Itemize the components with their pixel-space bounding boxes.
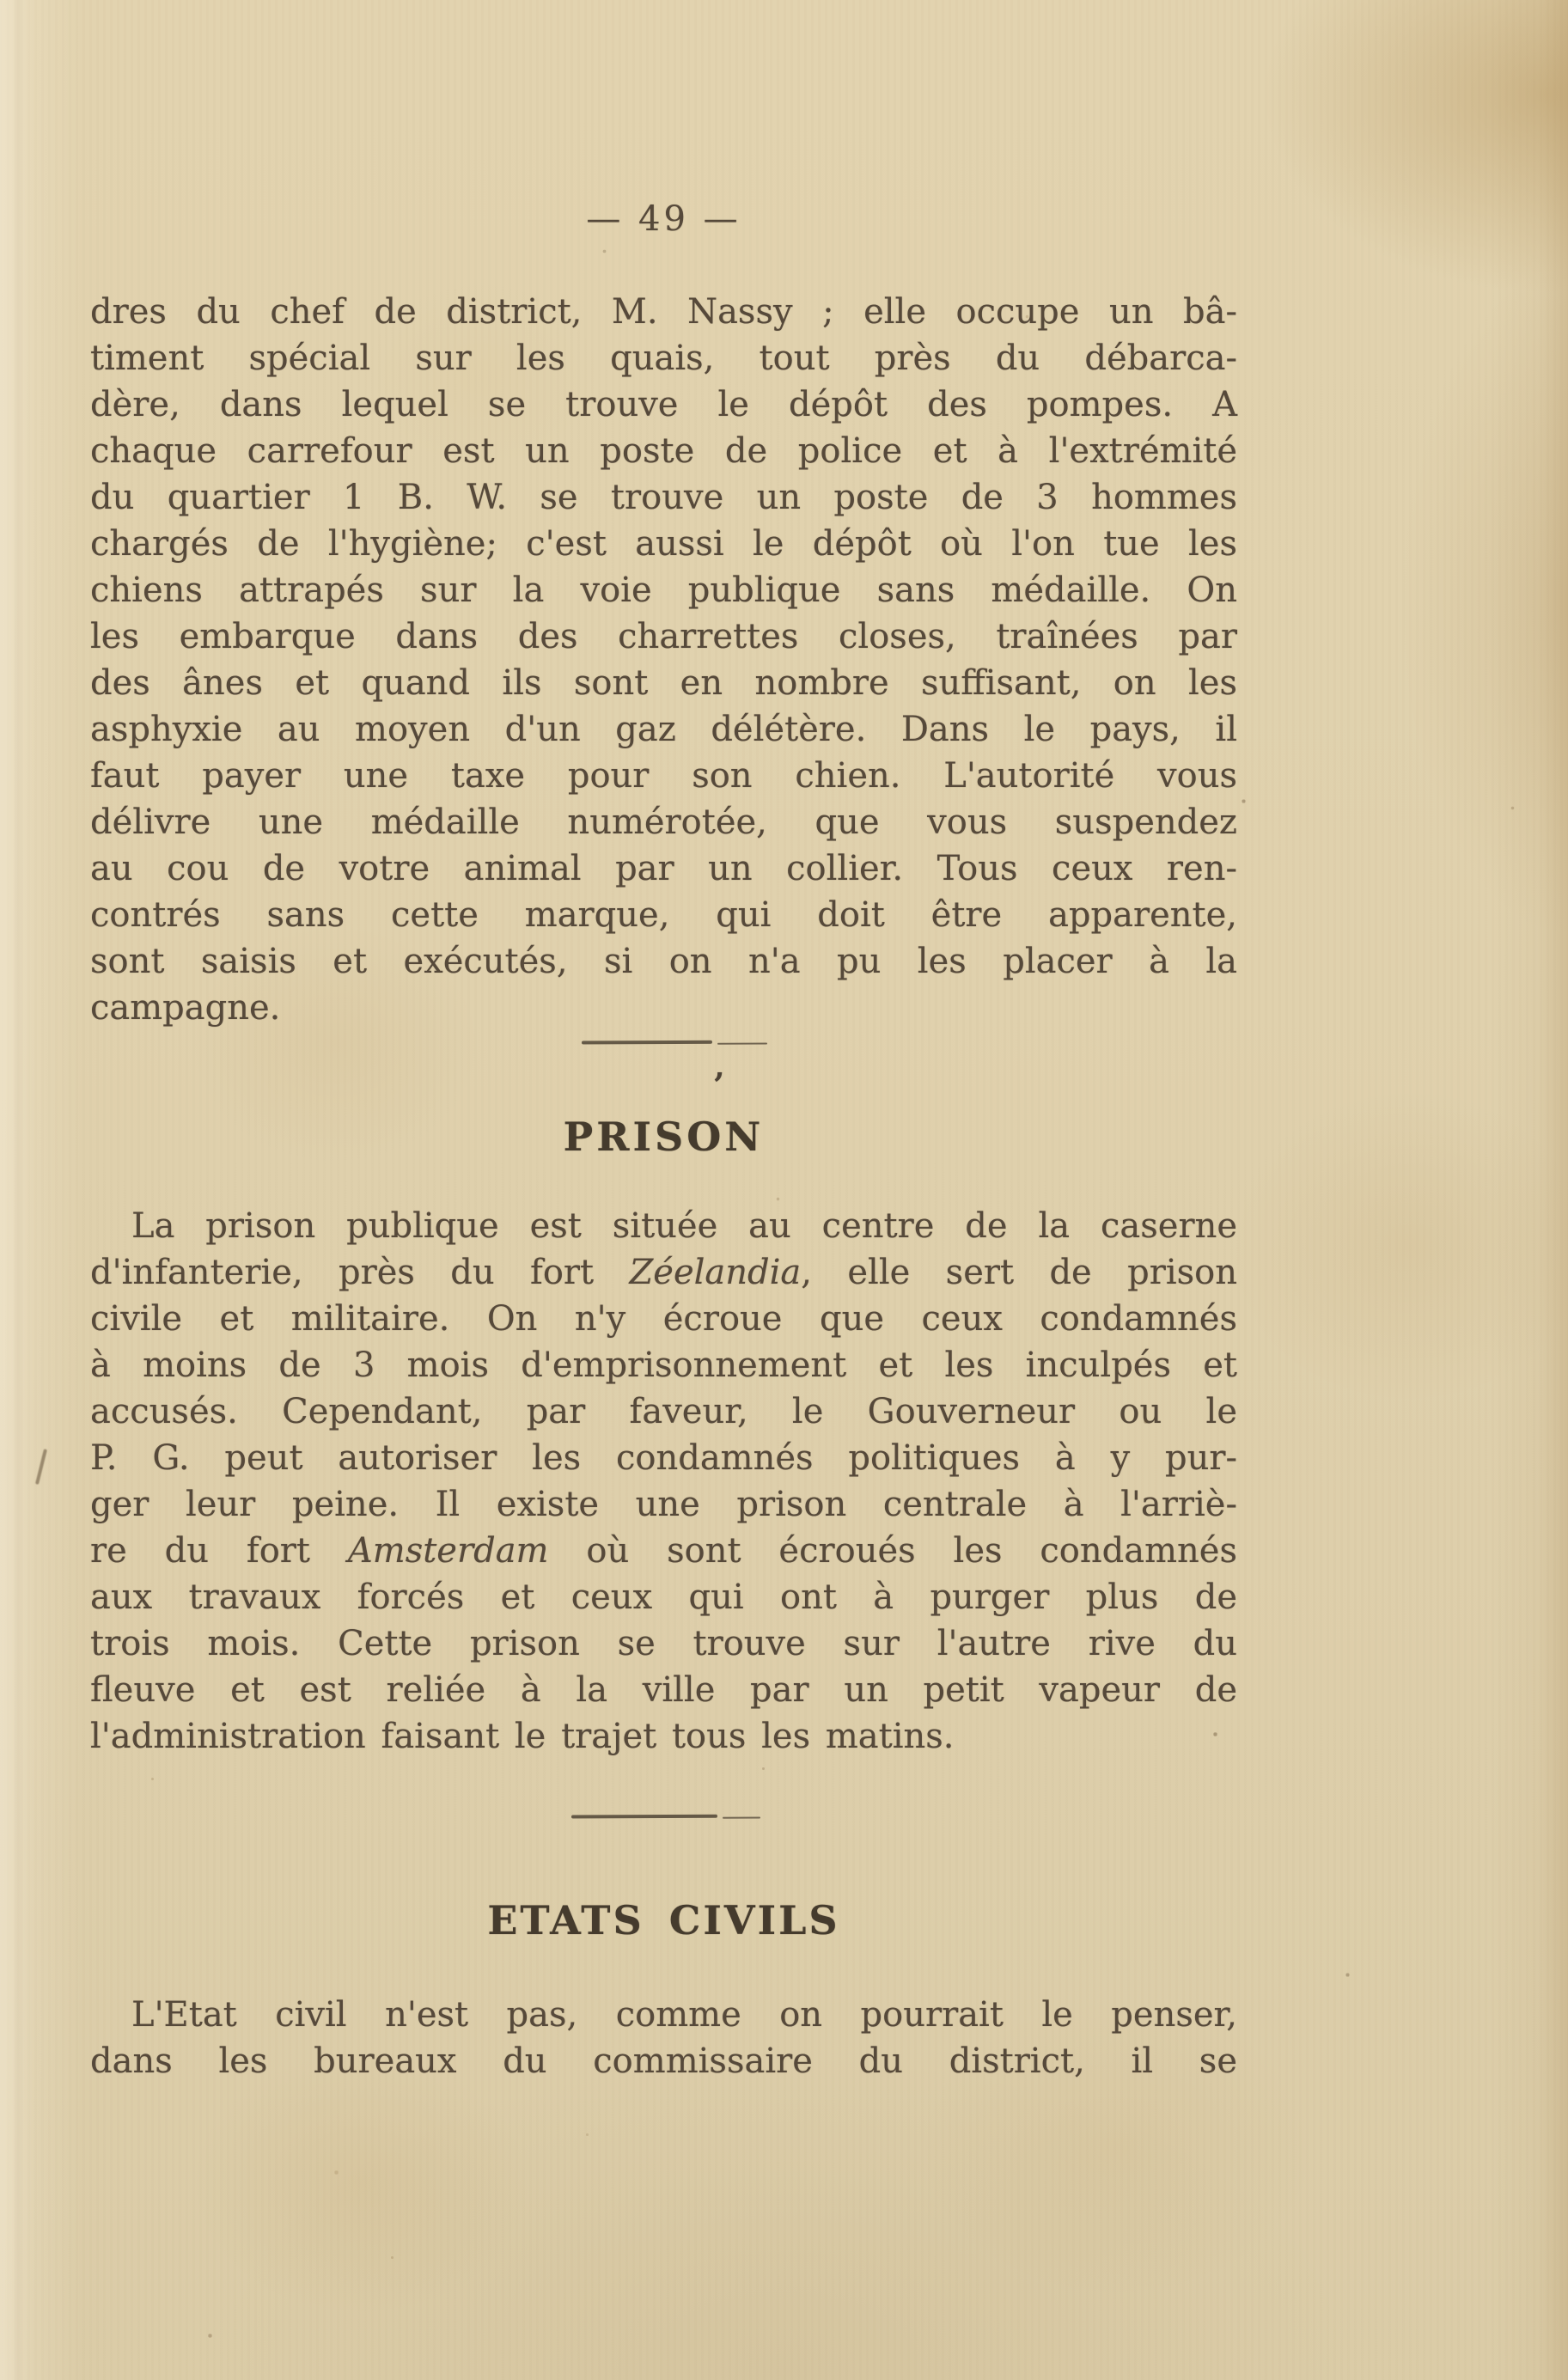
section-divider	[571, 1815, 760, 1822]
text-line: asphyxie au moyen d'un gaz délétère. Dans le pays, il	[90, 710, 1237, 749]
divider-segment	[582, 1040, 712, 1044]
divider-segment	[571, 1815, 717, 1818]
text-line: trois mois. Cette prison se trouve sur l'autre rive du	[90, 1624, 1237, 1663]
paper-specks	[0, 0, 1, 1]
text-line: les embarque dans des charrettes closes, traînées par	[90, 617, 1237, 656]
page-number: — 49 —	[586, 199, 741, 239]
divider-segment	[717, 1042, 767, 1045]
text-line: dans les bureaux du commissaire du district, il se	[90, 2041, 1237, 2081]
text-line: chiens attrapés sur la voie publique sans médaille. On	[90, 571, 1237, 610]
text-line: faut payer une taxe pour son chien. L'autorité vous	[90, 756, 1237, 796]
paragraph-prison	[90, 1203, 1237, 1760]
text-line: La prison publique est située au centre de la caserne	[131, 1206, 1237, 1246]
text-line: timent spécial sur les quais, tout près du débarca-	[90, 339, 1237, 378]
text-line: des ânes et quand ils sont en nombre suffisant, on les	[90, 663, 1237, 703]
section-divider	[582, 1040, 769, 1047]
text-line: dres du chef de district, M. Nassy ; elle occupe un bâ-	[90, 292, 1237, 332]
text-line: délivre une médaille numérotée, que vous suspendez	[90, 802, 1237, 842]
text-line: au cou de votre animal par un collier. Tous ceux ren-	[90, 849, 1237, 888]
text-line: dère, dans lequel se trouve le dépôt des pompes. A	[90, 385, 1237, 424]
text-line: civile et militaire. On n'y écroue que ceux condamnés	[90, 1299, 1237, 1339]
divider-segment	[723, 1816, 760, 1819]
paragraph-etats-civils	[90, 1992, 1237, 2084]
text-line: à moins de 3 mois d'emprisonnement et les inculpés et	[90, 1346, 1237, 1385]
text-line: sont saisis et exécutés, si on n'a pu les placer à la	[90, 942, 1237, 981]
text-line: ger leur peine. Il existe une prison centrale à l'arriè-	[90, 1485, 1237, 1524]
text-line: accusés. Cependant, par faveur, le Gouverneur ou le	[90, 1392, 1237, 1431]
text-line: fleuve et est reliée à la ville par un petit vapeur de	[90, 1670, 1237, 1710]
text-line: aux travaux forcés et ceux qui ont à purger plus de	[90, 1578, 1237, 1617]
text-line: P. G. peut autoriser les condamnés politiques à y pur-	[90, 1438, 1237, 1478]
section-title-prison: PRISON	[563, 1114, 765, 1160]
text-line: l'administration faisant le trajet tous les matins.	[90, 1717, 955, 1756]
ink-fleck-mark: ’	[713, 1065, 725, 1104]
text-line: chargés de l'hygiène; c'est aussi le dépôt où l'on tue les	[90, 524, 1237, 564]
text-line: chaque carrefour est un poste de police et à l'extrémité	[90, 431, 1237, 471]
paragraph-police	[90, 289, 1237, 1031]
margin-scratch-mark	[35, 1449, 47, 1485]
section-title-etats-civils: ETATS CIVILS	[487, 1897, 840, 1944]
text-line: campagne.	[90, 988, 281, 1028]
text-line: contrés sans cette marque, qui doit être apparente,	[90, 895, 1237, 935]
text-line: du quartier 1 B. W. se trouve un poste de 3 hommes	[90, 478, 1237, 517]
text-line: re du fort Amsterdam où sont écroués les condamnés	[90, 1531, 1237, 1571]
text-line: L'Etat civil n'est pas, comme on pourrait le penser,	[131, 1995, 1237, 2035]
text-line: d'infanterie, près du fort Zéelandia, elle sert de prison	[90, 1253, 1237, 1292]
